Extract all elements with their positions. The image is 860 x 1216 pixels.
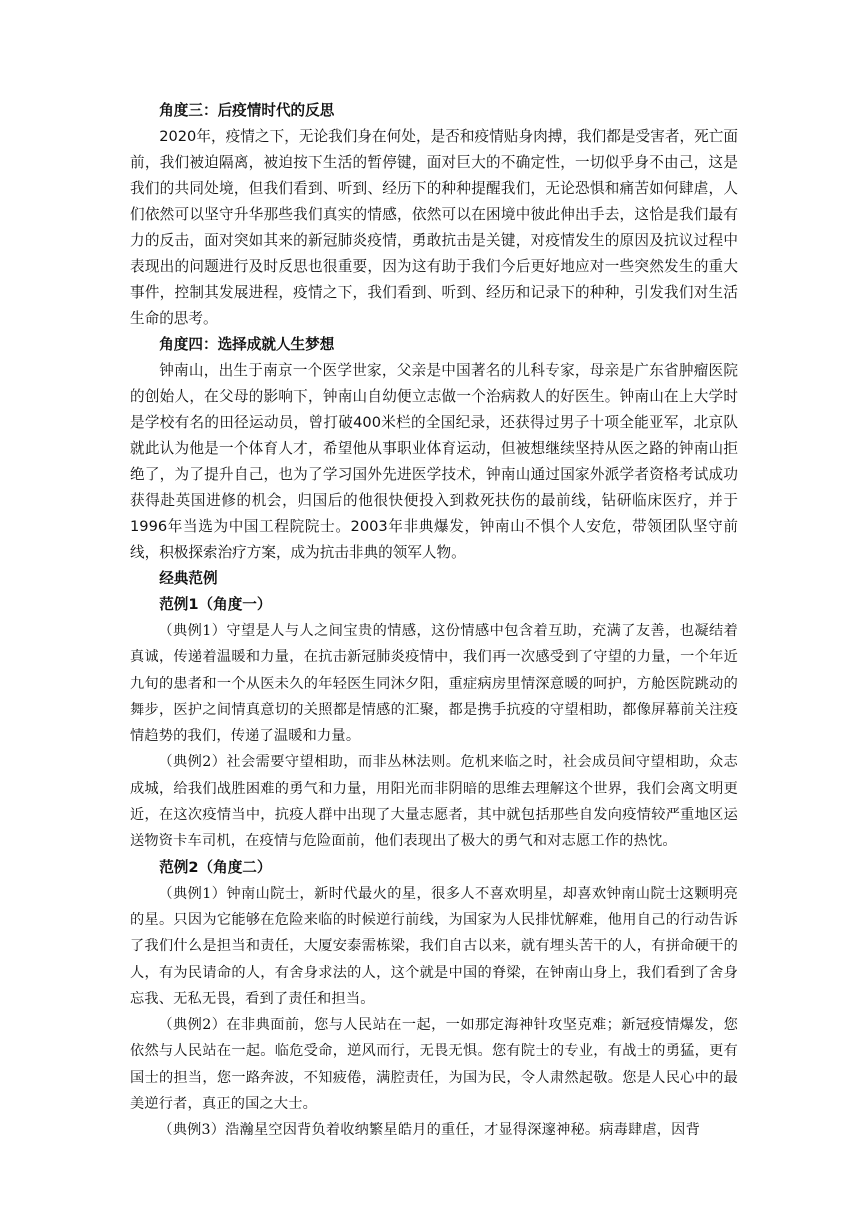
example-paragraph: （典例1）守望是人与人之间宝贵的情感，这份情感中包含着互助，充满了友善，也凝结着真诚，传递着温暖和力量，在抗击新冠肺炎疫情中，我们再一次感受到了守望的力量，一个年近九旬的患者和一个从医未久的年轻医生同沐夕阳，重症病房里情深意暖的呵护，方舱医院跳动的舞步，医护之间情真意切的关照都是情感的汇聚，都是携手抗疫的守望相助，都像屏幕前关注疫情趋势的我们，传递了温暖和力量。 <box>130 623 738 745</box>
section-heading: 经典范例 <box>159 570 218 587</box>
section-heading: 角度三：后疫情时代的反思 <box>159 102 335 119</box>
example-heading: 范例2（角度二） <box>159 858 272 876</box>
example-paragraph: （典例2）社会需要守望相助，而非丛林法则。危机来临之时，社会成员间守望相助，众志成城，给我们战胜困难的勇气和力量，用阳光而非阴暗的思维去理解这个世界，我们会离文明更近，在这次疫情当中，抗疫人群中出现了大量志愿者，其中就包括那些自发向疫情较严重地区运送物资卡车司机，在疫情与危险面前，他们表现出了极大的勇气和对志愿工作的热忱。 <box>130 754 738 850</box>
example-paragraph: （典例1）钟南山院士，新时代最火的星，很多人不喜欢明星，却喜欢钟南山院士这颗明亮的星。只因为它能够在危险来临的时候逆行前线，为国家为人民排忧解难，他用自己的行动告诉了我们什么是担当和责任，大厦安泰需栋梁，我们自古以来，就有埋头苦干的人，有拼命硬干的人，有为民请命的人，有舍身求法的人，这个就是中国的脊梁，在钟南山身上，我们看到了舍身忘我、无私无畏，看到了责任和担当。 <box>130 885 738 1007</box>
example-paragraph: （典例2）在非典面前，您与人民站在一起，一如那定海神针攻坚克难；新冠疫情爆发，您依然与人民站在一起。临危受命，逆风而行，无畏无惧。您有院士的专业，有战士的勇猛，更有国士的担当，您一路奔波，不知疲倦，满腔责任，为国为民，令人肃然起敬。您是人民心中的最美逆行者，真正的国之大士。 <box>130 1017 738 1113</box>
example-paragraph: （典例3）浩瀚星空因背负着收纳繁星皓月的重任，才显得深邃神秘。病毒肆虐，因背 <box>158 1122 700 1139</box>
body-paragraph: 2020年，疫情之下，无论我们身在何处，是否和疫情贴身肉搏，我们都是受害者，死亡面前，我们被迫隔离，被迫按下生活的暂停键，面对巨大的不确定性，一切似乎身不由己，这是我们的共同处境，但我们看到、听到、经历下的种种提醒我们，无论恐惧和痛苦如何肆虐，人们依然可以坚守升华那些我们真实的情感，依然可以在困境中彼此伸出手去，这恰是我们最有力的反击，面对突如其来的新冠肺炎疫情，勇敢抗击是关键，对疫情发生的原因及抗议过程中表现出的问题进行及时反思也很重要，因为这有助于我们今后更好地应对一些突然发生的重大事件，控制其发展进程，疫情之下，我们看到、听到、经历和记录下的种种，引发我们对生活生命的思考。 <box>130 128 738 327</box>
section-heading: 角度四：选择成就人生梦想 <box>159 336 335 353</box>
body-paragraph: 钟南山，出生于南京一个医学世家，父亲是中国著名的儿科专家，母亲是广东省肿瘤医院的创始人，在父母的影响下，钟南山自幼便立志做一个治病救人的好医生。钟南山在上大学时是学校有名的田径运动员，曾打破400米栏的全国纪录，还获得过男子十项全能亚军，北京队就此认为他是一个体育人才，希望他从事职业体育运动，但被想继续坚持从医之路的钟南山拒绝了，为了提升自己，也为了学习国外先进医学技术，钟南山通过国家外派学者资格考试成功获得赴英国进修的机会，归国后的他很快便投入到救死扶伤的最前线，钻研临床医疗，并于1996年当选为中国工程院院士。2003年非典爆发，钟南山不惧个人安危，带领团队坚守前线，积极探索治疗方案，成为抗击非典的领军人物。 <box>130 362 738 561</box>
example-heading: 范例1（角度一） <box>159 596 272 613</box>
document-page <box>130 98 738 1144</box>
